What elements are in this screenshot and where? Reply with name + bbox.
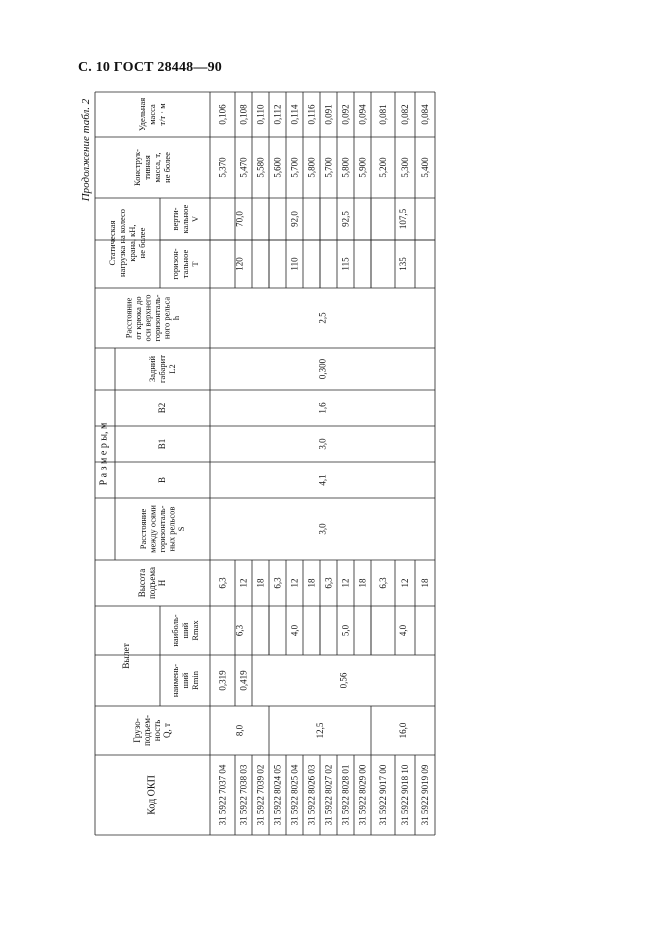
row-specific-mass: 0,084 bbox=[420, 104, 430, 125]
row-okp: 31 5922 7039 02 bbox=[255, 764, 266, 826]
capacity-header: ность bbox=[152, 719, 162, 742]
capacity-header: Грузо- bbox=[132, 718, 142, 743]
row-specific-mass: 0,092 bbox=[340, 104, 351, 125]
reach-min-value: 0,56 bbox=[338, 672, 349, 689]
row-okp: 31 5922 7037 04 bbox=[217, 764, 228, 826]
dimensions-group-header: Р а з м е р ы, м bbox=[98, 422, 110, 486]
hook-distance-header: от крюка до bbox=[132, 296, 143, 340]
horizontal-value: 115 bbox=[340, 257, 351, 271]
height-header: Высота bbox=[137, 568, 147, 598]
row-specific-mass: 0,094 bbox=[357, 104, 368, 125]
row-mass: 5,370 bbox=[217, 157, 228, 178]
specific-mass-header: т/т · м bbox=[157, 103, 167, 126]
static-load-header: не более bbox=[137, 227, 147, 259]
row-specific-mass: 0,116 bbox=[306, 104, 317, 125]
row-specific-mass: 0,110 bbox=[255, 104, 266, 125]
horizontal-value: 120 bbox=[234, 257, 245, 271]
rear-header: Задний bbox=[147, 355, 157, 383]
reach-header: Вылет bbox=[122, 643, 132, 669]
row-specific-mass: 0,106 bbox=[217, 104, 228, 125]
rear-header: L2 bbox=[167, 364, 177, 374]
hook-distance-header: горизонталь- bbox=[151, 294, 162, 342]
row-mass: 5,800 bbox=[340, 157, 351, 178]
row-specific-mass: 0,081 bbox=[378, 104, 388, 125]
row-height: 12 bbox=[289, 578, 300, 588]
horizontal-value: 110 bbox=[289, 257, 300, 271]
row-specific-mass: 0,091 bbox=[323, 104, 334, 125]
row-height: 18 bbox=[255, 578, 266, 588]
capacity-value: 12,5 bbox=[315, 722, 325, 739]
row-height: 18 bbox=[306, 578, 317, 588]
row-mass: 5,300 bbox=[400, 157, 410, 178]
mass-header: Конструк- bbox=[132, 149, 142, 186]
vertical-value: 92,5 bbox=[340, 211, 351, 227]
row-mass: 5,900 bbox=[357, 157, 368, 178]
reach-max-value: 6,3 bbox=[234, 624, 245, 637]
row-height: 18 bbox=[357, 578, 368, 588]
rail-distance-header: горизонталь- bbox=[157, 505, 167, 553]
row-specific-mass: 0,114 bbox=[289, 104, 300, 125]
row-height: 6,3 bbox=[272, 577, 283, 589]
horizontal-header: T bbox=[190, 261, 200, 267]
capacity-header: Q, т bbox=[162, 723, 172, 738]
row-mass: 5,400 bbox=[420, 157, 430, 178]
row-mass: 5,470 bbox=[238, 157, 249, 178]
rail-distance-header: Расстояние bbox=[138, 508, 148, 550]
rail-distance-value: 3,0 bbox=[317, 523, 328, 535]
row-okp: 31 5922 8024 05 bbox=[272, 764, 283, 826]
reach-max-value: 4,0 bbox=[398, 624, 408, 637]
row-okp: 31 5922 8025 04 bbox=[289, 764, 300, 826]
row-mass: 5,580 bbox=[255, 157, 266, 178]
specific-mass-header: масса bbox=[147, 104, 157, 125]
row-okp: 31 5922 8026 03 bbox=[306, 764, 317, 826]
static-load-header: крана, кН, bbox=[127, 224, 137, 262]
hook-distance-header: оси верхнего bbox=[142, 294, 153, 342]
page-header: С. 10 ГОСТ 28448—90 bbox=[78, 60, 222, 75]
row-height: 6,3 bbox=[378, 577, 388, 589]
rear-value: 0,300 bbox=[317, 358, 328, 380]
row-mass: 5,700 bbox=[323, 157, 334, 178]
reach-min-header: ший bbox=[180, 672, 190, 689]
row-okp: 31 5922 8029 00 bbox=[357, 764, 368, 826]
vertical-value: 70,0 bbox=[234, 211, 245, 227]
row-mass: 5,800 bbox=[306, 157, 317, 178]
row-okp: 31 5922 9017 00 bbox=[378, 764, 388, 826]
b-value: 4,1 bbox=[317, 474, 328, 486]
row-height: 12 bbox=[400, 578, 410, 588]
reach-max-header: Rmax bbox=[190, 620, 200, 641]
vertical-header: кальное bbox=[180, 204, 190, 234]
row-okp: 31 5922 9019 09 bbox=[420, 764, 430, 826]
height-header: H bbox=[157, 579, 167, 587]
okp-header: Код ОКП bbox=[146, 775, 158, 815]
row-specific-mass: 0,082 bbox=[400, 104, 410, 125]
row-mass: 5,700 bbox=[289, 157, 300, 178]
horizontal-header: горизон- bbox=[170, 248, 180, 280]
reach-max-value: 5,0 bbox=[340, 624, 351, 637]
continuation-caption: Продолжение табл. 2 bbox=[80, 98, 92, 202]
mass-header: не более bbox=[162, 152, 172, 183]
b2-value: 1,6 bbox=[317, 402, 328, 414]
b2-header: B2 bbox=[157, 402, 167, 414]
reach-min-value: 0,319 bbox=[217, 670, 228, 691]
reach-max-header: ший bbox=[180, 622, 190, 639]
reach-max-header: наиболь- bbox=[170, 614, 180, 647]
vertical-value: 107,5 bbox=[398, 208, 408, 230]
specific-mass-header: Удельная bbox=[137, 97, 147, 132]
rear-header: габарит bbox=[157, 355, 167, 383]
row-okp: 31 5922 8027 02 bbox=[323, 764, 334, 826]
mass-header: тивная bbox=[142, 155, 152, 180]
row-height: 6,3 bbox=[217, 577, 228, 589]
static-load-header: нагрузка на колесо bbox=[117, 209, 127, 277]
capacity-value: 16,0 bbox=[398, 722, 408, 739]
reach-min-value: 0,419 bbox=[238, 670, 249, 691]
horizontal-value: 135 bbox=[398, 257, 408, 271]
vertical-header: V bbox=[190, 215, 200, 223]
hook-distance-header: ного рельса bbox=[161, 296, 172, 340]
reach-max-value: 4,0 bbox=[289, 624, 300, 637]
b-header: B bbox=[157, 476, 167, 484]
capacity-header: подъем- bbox=[142, 715, 152, 746]
row-mass: 5,200 bbox=[378, 157, 388, 178]
row-okp: 31 5922 8028 01 bbox=[340, 764, 351, 826]
vertical-header: верти- bbox=[170, 207, 180, 231]
mass-header: масса, т, bbox=[152, 152, 162, 183]
horizontal-header: тальное bbox=[180, 249, 190, 279]
row-mass: 5,600 bbox=[272, 157, 283, 178]
hook-distance-header: h bbox=[170, 315, 181, 321]
vertical-value: 92,0 bbox=[289, 211, 300, 227]
row-specific-mass: 0,108 bbox=[238, 104, 249, 125]
reach-min-header: наимень- bbox=[170, 663, 180, 698]
capacity-value: 8,0 bbox=[234, 724, 245, 737]
row-specific-mass: 0,112 bbox=[272, 104, 283, 125]
static-load-header: Статическая bbox=[107, 220, 117, 266]
hook-distance-header: Расстояние bbox=[123, 297, 134, 339]
row-height: 12 bbox=[340, 578, 351, 588]
rail-distance-header: S bbox=[176, 526, 186, 532]
row-height: 6,3 bbox=[323, 577, 334, 589]
row-height: 18 bbox=[420, 578, 430, 588]
row-okp: 31 5922 9018 10 bbox=[400, 764, 410, 826]
rail-distance-header: ных рельсов bbox=[166, 506, 177, 552]
row-height: 12 bbox=[238, 578, 249, 588]
b1-header: B1 bbox=[157, 438, 167, 450]
b1-value: 3,0 bbox=[317, 438, 328, 450]
rail-distance-header: между осями bbox=[147, 505, 158, 553]
reach-min-header: Rmin bbox=[190, 671, 200, 690]
height-header: подъема bbox=[147, 567, 157, 599]
hook-value: 2,5 bbox=[317, 312, 328, 324]
row-okp: 31 5922 7038 03 bbox=[238, 764, 249, 826]
